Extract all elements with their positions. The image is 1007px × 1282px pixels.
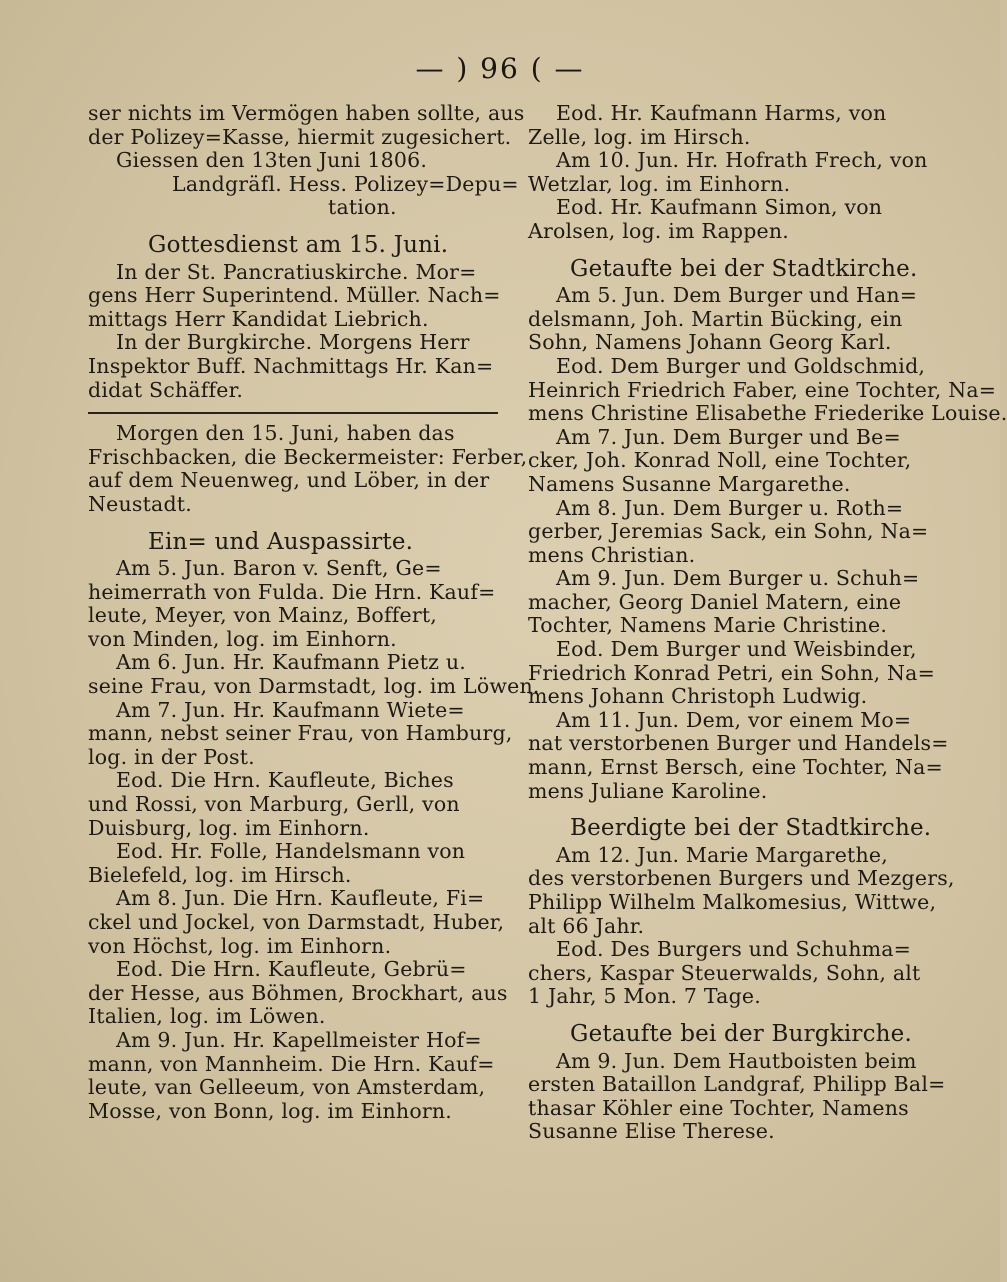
text-line: von Höchst, log. im Einhorn. — [88, 933, 392, 958]
text-line: log. in der Post. — [88, 744, 255, 769]
text-line: mens Juliane Karoline. — [528, 778, 768, 803]
section-heading-beerdigte: Beerdigte bei der Stadtkirche. — [570, 815, 932, 842]
text-line: auf dem Neuenweg, und Löber, in der — [88, 468, 490, 493]
text-line: mens Christine Elisabethe Friederike Louise. — [528, 401, 1007, 426]
text-line: mens Christian. — [528, 542, 696, 567]
text-line: ckel und Jockel, von Darmstadt, Huber, — [88, 910, 505, 934]
date-line: Giessen den 13ten Juni 1806. — [116, 148, 428, 173]
getaufte-stadtkirche-section — [528, 283, 1007, 803]
gottesdienst-section — [88, 261, 506, 403]
text-line: Eod. Hr. Kaufmann Harms, von — [556, 101, 887, 125]
text-line: Am 5. Jun. Dem Burger und Han= — [556, 283, 918, 308]
text-line: Tochter, Namens Marie Christine. — [528, 613, 888, 638]
frischbacken-section — [88, 421, 528, 516]
text-line: mann, von Mannheim. Die Hrn. Kauf= — [88, 1051, 495, 1076]
text-line: und Rossi, von Marburg, Gerll, von — [88, 792, 460, 817]
text-line: Friedrich Konrad Petri, ein Sohn, Na= — [528, 660, 935, 685]
text-line: 1 Jahr, 5 Mon. 7 Tage. — [528, 984, 761, 1009]
text-line: Duisburg, log. im Einhorn. — [88, 815, 370, 840]
divider-rule — [88, 412, 498, 414]
section-heading-getaufte-stadtkirche: Getaufte bei der Stadtkirche. — [570, 255, 918, 282]
text-line: Inspektor Buff. Nachmittags Hr. Kan= — [88, 353, 494, 378]
getaufte-burgkirche-section — [528, 1048, 946, 1144]
text-line: Am 12. Jun. Marie Margarethe, — [556, 842, 888, 867]
text-line: delsmann, Joh. Martin Bücking, ein — [528, 306, 903, 331]
passirte-section — [88, 556, 540, 1123]
text-line: Eod. Hr. Kaufmann Simon, von — [556, 195, 883, 220]
signature-line: Landgräfl. Hess. Polizey=Depu= — [172, 171, 519, 196]
section-heading-gottesdienst: Gottesdienst am 15. Juni. — [148, 231, 449, 258]
text-line: Mosse, von Bonn, log. im Einhorn. — [88, 1098, 452, 1123]
beerdigte-section — [528, 842, 955, 1009]
text-line: leute, van Gelleeum, von Amsterdam, — [88, 1075, 486, 1100]
text-line: Eod. Die Hrn. Kaufleute, Gebrü= — [116, 957, 467, 982]
text-line: Am 8. Jun. Die Hrn. Kaufleute, Fi= — [116, 886, 485, 911]
section-heading-getaufte-burgkirche: Getaufte bei der Burgkirche. — [570, 1020, 913, 1047]
right-column — [528, 101, 1007, 1144]
text-line: cker, Joh. Konrad Noll, eine Tochter, — [528, 448, 912, 473]
text-line: Namens Susanne Margarethe. — [528, 471, 851, 496]
text-line: leute, Meyer, von Mainz, Boffert, — [88, 603, 438, 628]
text-line: von Minden, log. im Einhorn. — [88, 626, 397, 651]
text-line: gens Herr Superintend. Müller. Nach= — [88, 283, 501, 308]
signature-line: tation. — [328, 195, 397, 220]
text-line: Am 10. Jun. Hr. Hofrath Frech, von — [556, 148, 928, 173]
text-line: Am 7. Jun. Dem Burger und Be= — [556, 424, 901, 449]
left-column — [88, 101, 540, 1123]
text-line: Am 11. Jun. Dem, vor einem Mo= — [556, 707, 912, 732]
notice-ending — [88, 101, 525, 220]
text-line: thasar Köhler eine Tochter, Namens — [528, 1095, 909, 1120]
text-line: Philipp Wilhelm Malkomesius, Wittwe, — [528, 890, 937, 914]
text-line: Am 6. Jun. Hr. Kaufmann Pietz u. — [116, 650, 467, 675]
text-line: mittags Herr Kandidat Liebrich. — [88, 306, 429, 331]
text-line: Am 8. Jun. Dem Burger u. Roth= — [556, 495, 904, 520]
text-line: gerber, Jeremias Sack, ein Sohn, Na= — [528, 519, 929, 544]
text-line: Arolsen, log. im Rappen. — [528, 218, 789, 243]
text-line: Eod. Hr. Folle, Handelsmann von — [116, 839, 466, 864]
text-line: Am 5. Jun. Baron v. Senft, Ge= — [116, 556, 442, 581]
text-line: Sohn, Namens Johann Georg Karl. — [528, 330, 892, 355]
text-line: Am 9. Jun. Hr. Kapellmeister Hof= — [116, 1027, 482, 1052]
text-line: Morgen den 15. Juni, haben das — [116, 421, 455, 446]
text-line: Am 9. Jun. Dem Hautboisten beim — [556, 1048, 917, 1073]
text-line: Zelle, log. im Hirsch. — [528, 124, 751, 149]
text-line: chers, Kaspar Steuerwalds, Sohn, alt — [528, 960, 921, 985]
text-line: Eod. Des Burgers und Schuhma= — [556, 937, 912, 962]
text-line: der Hesse, aus Böhmen, Brockhart, aus — [88, 980, 508, 1005]
text-line: Heinrich Friedrich Faber, eine Tochter, Na= — [528, 377, 997, 402]
text-line: ser nichts im Vermögen haben sollte, aus — [88, 101, 525, 125]
text-line: ersten Bataillon Landgraf, Philipp Bal= — [528, 1072, 946, 1097]
text-line: nat verstorbenen Burger und Handels= — [528, 731, 949, 756]
text-line: seine Frau, von Darmstadt, log. im Löwen. — [88, 674, 540, 699]
text-line: macher, Georg Daniel Matern, eine — [528, 589, 902, 614]
text-line: Frischbacken, die Beckermeister: Ferber, — [88, 444, 528, 469]
text-line: mann, nebst seiner Frau, von Hamburg, — [88, 721, 513, 746]
text-line: didat Schäffer. — [88, 377, 244, 402]
text-line: Italien, log. im Löwen. — [88, 1004, 326, 1029]
text-line: mann, Ernst Bersch, eine Tochter, Na= — [528, 755, 943, 780]
text-line: Am 9. Jun. Dem Burger u. Schuh= — [556, 566, 920, 591]
text-line: Eod. Dem Burger und Weisbinder, — [556, 637, 917, 662]
text-line: Neustadt. — [88, 491, 192, 516]
passirte-continued-section — [528, 102, 938, 244]
text-line: Wetzlar, log. im Einhorn. — [528, 171, 791, 196]
text-line: Eod. Die Hrn. Kaufleute, Biches — [116, 768, 454, 793]
text-line: Bielefeld, log. im Hirsch. — [88, 862, 352, 887]
text-line: des verstorbenen Burgers und Mezgers, — [528, 866, 955, 891]
text-line: In der Burgkirche. Morgens Herr — [116, 330, 470, 355]
text-line: Susanne Elise Therese. — [528, 1119, 775, 1144]
section-heading-passirte: Ein= und Auspassirte. — [148, 528, 414, 555]
text-line: heimerrath von Fulda. Die Hrn. Kauf= — [88, 579, 496, 604]
text-line: mens Johann Christoph Ludwig. — [528, 684, 868, 709]
page-number: — ) 96 ( — — [415, 52, 585, 85]
text-line: Am 7. Jun. Hr. Kaufmann Wiete= — [116, 697, 465, 722]
text-line: der Polizey=Kasse, hiermit zugesichert. — [88, 124, 512, 149]
text-line: alt 66 Jahr. — [528, 913, 645, 938]
text-line: In der St. Pancratiuskirche. Mor= — [116, 259, 477, 284]
text-line: Eod. Dem Burger und Goldschmid, — [556, 353, 926, 378]
